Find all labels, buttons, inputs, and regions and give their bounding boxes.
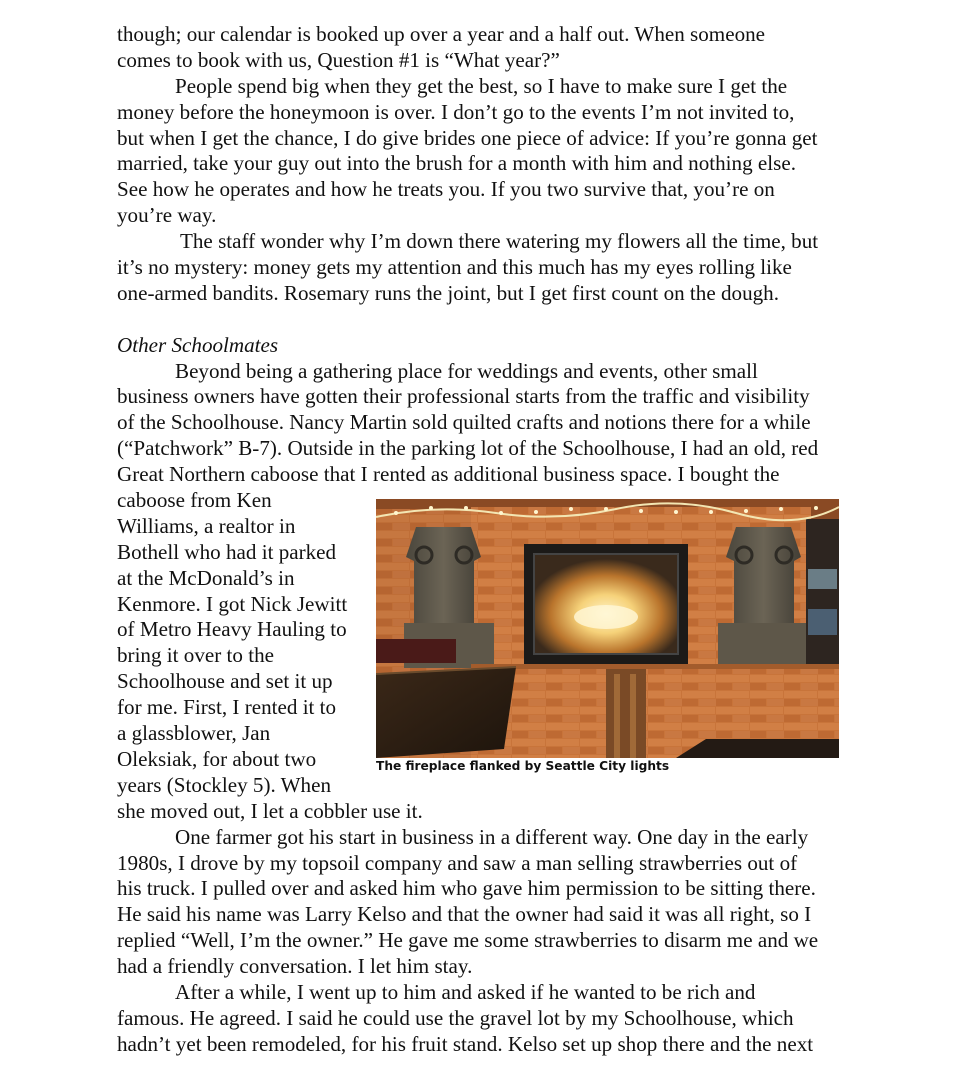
wrapped-text-line: years (Stockley 5). When — [117, 772, 331, 797]
wrapped-text-line: for me. First, I rented it to — [117, 695, 337, 720]
text-line: married, take your guy out into the brush for a month with him and nothing else. — [117, 151, 796, 176]
text-line: Beyond being a gathering place for weddings and events, other small — [175, 358, 758, 383]
wrapped-text-line: of Metro Heavy Hauling to — [117, 617, 347, 642]
text-line: it’s no mystery: money gets my attention and this much has my eyes rolling like — [117, 255, 792, 280]
text-line: replied “Well, I’m the owner.” He gave me some strawberries to disarm me and we — [117, 928, 819, 953]
text-line: See how he operates and how he treats you. If you two survive that, you’re on — [117, 177, 775, 202]
text-line: After a while, I went up to him and asked if he wanted to be rich and — [175, 979, 756, 1004]
text-line: one-armed bandits. Rosemary runs the joint, but I get first count on the dough. — [117, 280, 779, 305]
text-line: One farmer got his start in business in a different way. One day in the early — [175, 824, 809, 849]
text-line: The staff wonder why I’m down there watering my flowers all the time, but — [180, 229, 819, 254]
text-line: (“Patchwork” B-7). Outside in the parking lot of the Schoolhouse, I had an old, red — [117, 436, 819, 461]
wrapped-text-line: at the McDonald’s in — [117, 565, 295, 590]
wrapped-text-line: caboose from Ken — [117, 488, 272, 513]
text-line: comes to book with us, Question #1 is “What year?” — [117, 47, 560, 72]
text-line: business owners have gotten their professional starts from the traffic and visibility — [117, 384, 810, 409]
wrapped-text-line: Williams, a realtor in — [117, 513, 296, 538]
text-line: she moved out, I let a cobbler use it. — [117, 798, 423, 823]
fireplace-photo — [376, 499, 839, 758]
paragraph-gap — [117, 307, 872, 333]
section-heading: Other Schoolmates — [117, 332, 279, 357]
text-line: famous. He agreed. I said he could use the gravel lot by my Schoolhouse, which — [117, 1005, 794, 1030]
wrapped-text-line: bring it over to the — [117, 643, 274, 668]
text-line: had a friendly conversation. I let him stay. — [117, 954, 473, 979]
text-line: but when I get the chance, I do give brides one piece of advice: If you’re gonna get — [117, 125, 818, 150]
text-line: money before the honeymoon is over. I don’t go to the events I’m not invited to, — [117, 99, 795, 124]
wrapped-text-line: Schoolhouse and set it up — [117, 669, 333, 694]
figure-caption: The fireplace flanked by Seattle City lights — [376, 759, 670, 773]
wrapped-text-line: Oleksiak, for about two — [117, 746, 317, 771]
text-line: you’re way. — [117, 203, 217, 228]
paragraph-3 — [117, 229, 872, 307]
text-line: of the Schoolhouse. Nancy Martin sold quilted crafts and notions there for a while — [117, 410, 811, 435]
paragraph-1 — [117, 22, 872, 74]
text-line: He said his name was Larry Kelso and that the owner had said it was all right, so I — [117, 902, 812, 927]
wrapped-text-line: Kenmore. I got Nick Jewitt — [117, 591, 348, 616]
wrapped-text-line: Bothell who had it parked — [117, 539, 337, 564]
paragraph-5 — [117, 825, 872, 980]
text-line: Great Northern caboose that I rented as additional business space. I bought the — [117, 462, 780, 487]
text-line: 1980s, I drove by my topsoil company and saw a man selling strawberries out of — [117, 850, 798, 875]
paragraph-6 — [117, 980, 872, 1058]
text-line: his truck. I pulled over and asked him who gave him permission to be sitting there. — [117, 876, 816, 901]
text-line: People spend big when they get the best, so I have to make sure I get the — [175, 73, 788, 98]
paragraph-2 — [117, 74, 872, 229]
wrapped-text-line: a glassblower, Jan — [117, 721, 271, 746]
text-line: hadn’t yet been remodeled, for his fruit stand. Kelso set up shop there and the next — [117, 1031, 814, 1056]
text-line: though; our calendar is booked up over a year and a half out. When someone — [117, 22, 766, 46]
